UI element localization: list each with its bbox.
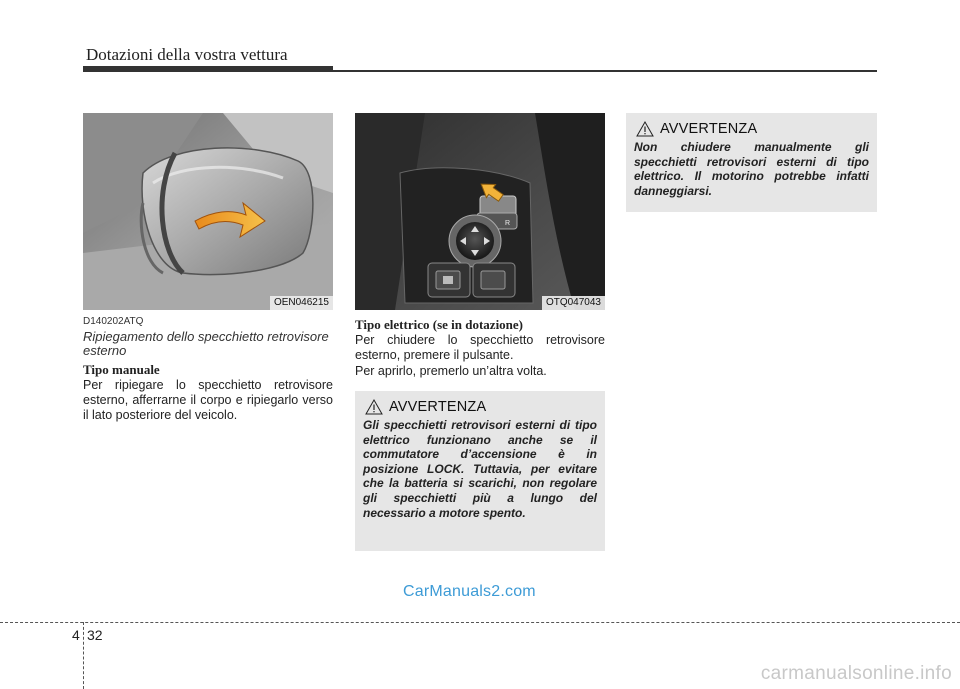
manual-type-text: Per ripiegare lo specchietto retrovisore esterno, afferrarne il corpo e ripiegarlo verso il lato posteriore del veicolo. (83, 378, 333, 422)
footer-rule (0, 622, 960, 623)
warning-title: AVVERTENZA (389, 399, 487, 415)
warning-text: Gli specchietti retrovisori esterni di tipo elettrico funzionano anche se il commutatore d’accensione è in posizione LOCK. Tuttavia, per evitare che la batteria si scarichi, non regolare gli specchietti più a lungo del necessario a motore spento. (363, 418, 597, 520)
manual-type-heading: Tipo manuale (83, 362, 160, 377)
photo-code-middle: OTQ047043 (542, 296, 605, 310)
photo-code-left: OEN046215 (270, 296, 333, 310)
electric-type-text-2: Per aprirlo, premerlo un’altra volta. (355, 364, 547, 378)
header-rule-thin (333, 70, 877, 72)
warning-triangle-icon (365, 399, 383, 415)
section-subtitle: Ripiegamento dello specchietto retrovisore esterno (83, 329, 329, 358)
mirror-fold-photo (83, 113, 333, 310)
electric-type-heading: Tipo elettrico (se in dotazione) (355, 317, 524, 332)
warning-box-right (626, 113, 877, 212)
page-number: 32 (87, 627, 103, 643)
warning-title: AVVERTENZA (660, 121, 758, 137)
footer-vertical-rule (83, 622, 84, 689)
door-switch-photo (355, 113, 605, 310)
warning-box-middle (355, 391, 605, 551)
bottom-watermark: carmanualsonline.info (760, 663, 952, 684)
svg-text:R: R (505, 220, 511, 227)
watermark-link[interactable]: CarManuals2.com (403, 583, 536, 600)
section-code: D140202ATQ (83, 316, 144, 327)
header-rule-thick (83, 66, 333, 72)
warning-triangle-icon (636, 121, 654, 137)
electric-type-text-1: Per chiudere lo specchietto retrovisore esterno, premere il pulsante. (355, 333, 605, 362)
page-header-title: Dotazioni della vostra vettura (86, 45, 288, 64)
warning-text: Non chiudere manualmente gli specchietti retrovisori esterni di tipo elettrico. Il motorino potrebbe infatti danneggiarsi. (634, 140, 869, 198)
chapter-number: 4 (72, 627, 80, 643)
